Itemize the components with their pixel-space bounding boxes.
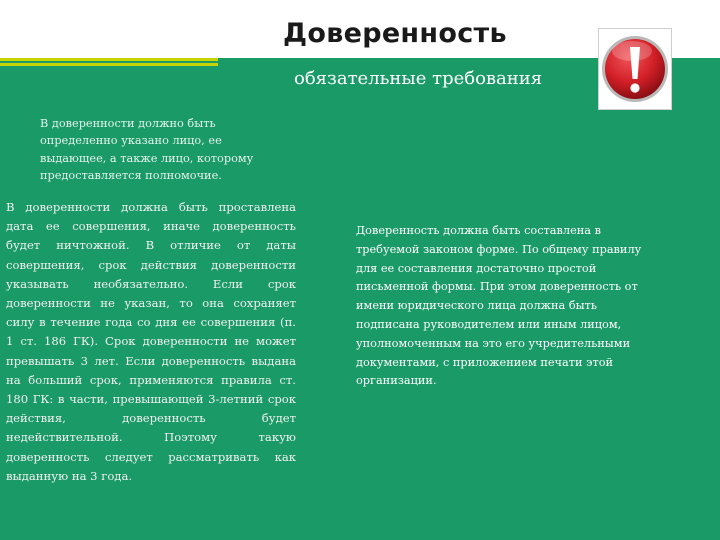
- slide-subtitle: обязательные требования: [294, 68, 543, 89]
- slide-title: Доверенность: [283, 18, 507, 49]
- accent-rule-top: [0, 58, 218, 61]
- exclamation-warning-icon: [599, 29, 671, 109]
- paragraph-top-left: В доверенности должно быть определенно указано лицо, ее выдающее, а также лицо, которому предоставляется полномочие.: [40, 117, 254, 182]
- paragraph-right: Доверенность должна быть составлена в требуемой законом форме. По общему правилу для ее составления достаточно простой письменной формы. При этом доверенность от имени юридического лица должна быть подписана руководителем или иным лицом, уполномоченным на это его учредительными документами, с приложением печати этой организации.: [356, 224, 642, 388]
- warning-icon-frame: [598, 28, 672, 110]
- accent-rule-bottom: [0, 63, 218, 66]
- paragraph-left: В доверенности должна быть проставлена дата ее совершения, иначе доверенность будет ничтожной. В отличие от даты совершения, срок действия доверенности указывать необязательно. Если срок доверенности не указан, то она сохраняет силу в течение года со дня ее совершения (п. 1 ст. 186 ГК). Срок доверенности не может превышать 3 лет. Если доверенность выдана на больший срок, применяются правила ст. 180 ГК: в части, превышающей 3-летний срок действия, доверенность будет недействительной. Поэтому такую доверенность следует рассматривать как выданную на 3 года.: [6, 200, 296, 483]
